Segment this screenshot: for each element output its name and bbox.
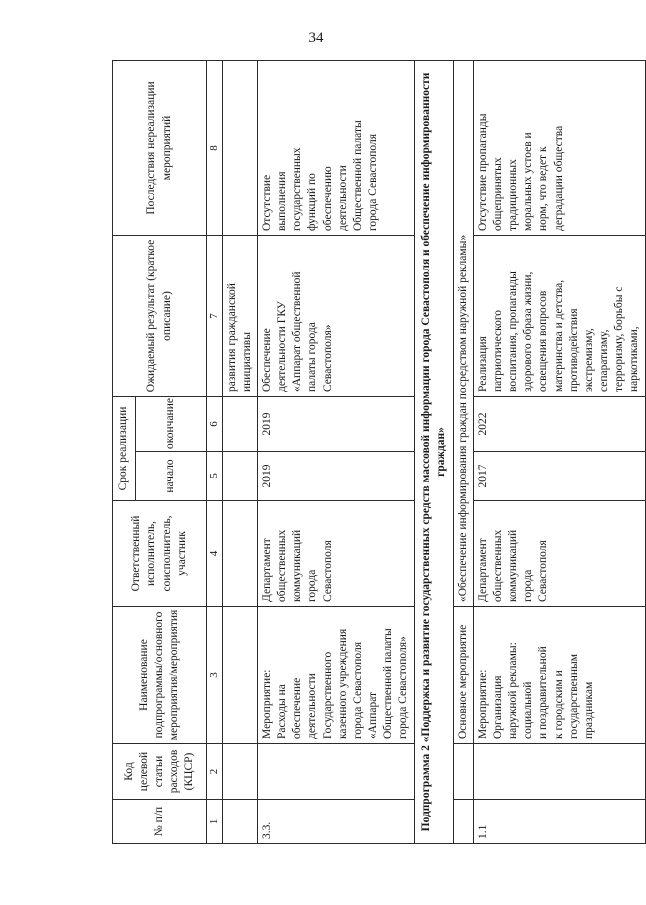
col-number: 4 (207, 501, 223, 607)
row-start-year: 2019 (257, 452, 414, 501)
table-row-3-3 (257, 61, 414, 844)
row-number: 1.1 (473, 800, 645, 844)
program-events-table (112, 60, 646, 844)
header-result: Ожидаемый результат (краткое описание) (113, 236, 207, 397)
row-number: 3.3. (257, 800, 414, 844)
col-number: 3 (207, 607, 223, 744)
header-end: окончание (136, 397, 207, 452)
subprogram-row (414, 61, 453, 844)
row-executor: Департамент общественных коммуникаций города Севастополя (257, 501, 414, 607)
col-number: 5 (207, 452, 223, 501)
landscape-table-container (112, 61, 641, 844)
row-end-year: 2019 (257, 397, 414, 452)
col-number: 1 (207, 800, 223, 844)
row-start-year: 2017 (473, 452, 645, 501)
continuation-result: развития гражданской инициативы (222, 236, 257, 397)
col-number: 8 (207, 61, 223, 236)
header-term: Срок реализации (113, 397, 136, 501)
row-consequences: Отсутствие выполнения государственных функций по обеспечению деятельности Общественной палаты города Севастополя (257, 61, 414, 236)
main-event-row (453, 61, 473, 844)
column-numbers-row (207, 61, 223, 844)
row-executor: Департамент общественных коммуникаций города Севастополя (473, 501, 645, 607)
row-event-name: Мероприятие: Организация наружной рекламы: социальной и поздравительной к городским и государственным праздникам (473, 607, 645, 744)
col-number: 7 (207, 236, 223, 397)
subprogram-title: Подпрограмма 2 «Поддержка и развитие государственных средств массовой информации города Севастополя и обеспечение информированности граждан» (414, 61, 453, 844)
row-kcsr (473, 744, 645, 800)
main-event-text: «Обеспечение информирования граждан посредством наружной рекламы» (453, 61, 473, 607)
header-row-1 (113, 61, 136, 844)
row-consequences: Отсутствие пропаганды общепринятых традиционных моральных устоев и норм, что ведет к деградации общества (473, 61, 645, 236)
row-expected-result: Реализация патриотического воспитания, пропаганды здорового образа жизни, освещения вопросов материнства и детства, противодействия экстремизму, сепаратизму, терроризму, борьбы с наркотиками, (473, 236, 645, 397)
row-end-year: 2022 (473, 397, 645, 452)
table-row-1-1 (473, 61, 645, 844)
header-executor: Ответственный исполнитель, соисполнитель, участник (113, 501, 207, 607)
header-name: Наименование подпрограммы/основного мероприятия/мероприятия (113, 607, 207, 744)
header-kcsr: Код целевой статьи расходов (КЦСР) (113, 744, 207, 800)
rotated-page-area (112, 61, 641, 844)
page-number: 34 (308, 30, 324, 46)
main-event-label: Основное мероприятие (453, 607, 473, 744)
col-number: 2 (207, 744, 223, 800)
header-num: № п/п (113, 800, 207, 844)
header-start: начало (136, 452, 207, 501)
row-expected-result: Обеспечение деятельности ГКУ «Аппарат общественной палаты города Севастополя» (257, 236, 414, 397)
col-number: 6 (207, 397, 223, 452)
continuation-row (222, 61, 257, 844)
header-consequences: Последствия нереализации мероприятий (113, 61, 207, 236)
row-event-name: Мероприятие: Расходы на обеспечение деятельности Государственного казенного учреждения города Севастополя «Аппарат Общественной палаты города Севастополя» (257, 607, 414, 744)
row-kcsr (257, 744, 414, 800)
